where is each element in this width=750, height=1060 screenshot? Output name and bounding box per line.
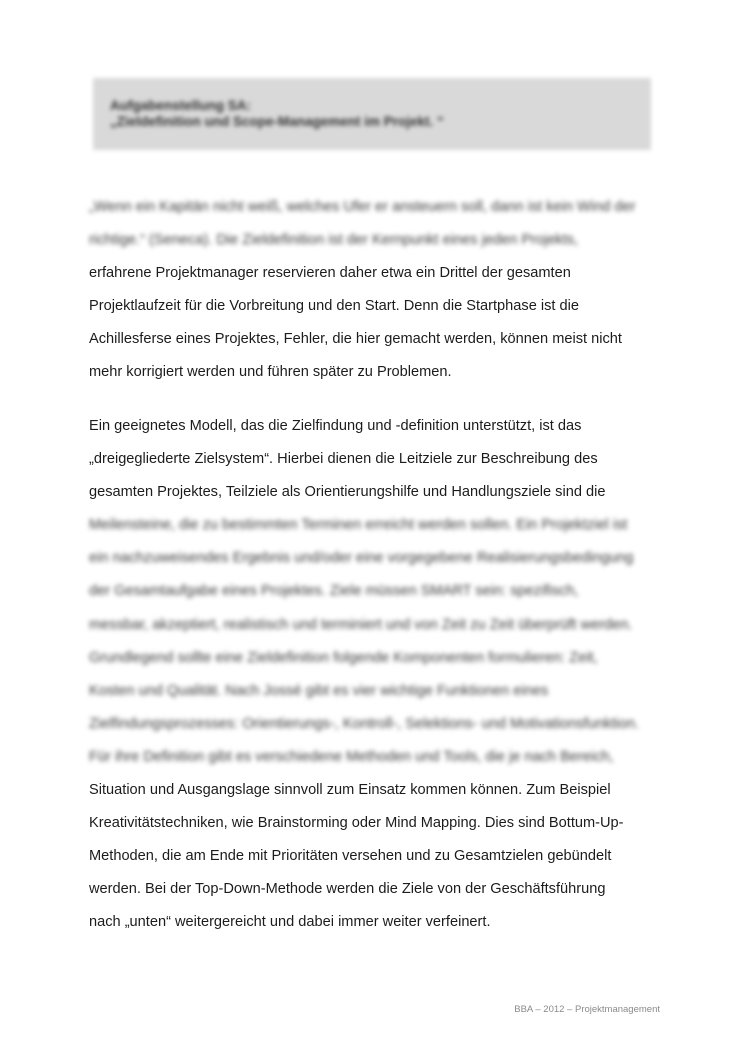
page-footer: BBA – 2012 – Projektmanagement [514, 1004, 660, 1015]
text-line: erfahrene Projektmanager reservieren daher etwa ein Drittel der gesamten [89, 265, 571, 282]
paragraph-intro [89, 191, 669, 390]
text-line: nach „unten“ weitergereicht und dabei immer weiter verfeinert. [89, 914, 491, 931]
text-line: ein nachzuweisendes Ergebnis und/oder eine vorgegebene Realisierungsbedingung [89, 550, 634, 567]
text-line: „dreigegliederte Zielsystem“. Hierbei dienen die Leitziele zur Beschreibung des [89, 451, 598, 468]
text-line: gesamten Projektes, Teilziele als Orientierungshilfe und Handlungsziele sind die [89, 484, 606, 501]
text-line: mehr korrigiert werden und führen später zu Problemen. [89, 364, 452, 381]
text-line: Projektlaufzeit für die Vorbreitung und den Start. Denn die Startphase ist die [89, 298, 579, 315]
text-line: „Wenn ein Kapitän nicht weiß, welches Ufer er ansteuern soll, dann ist kein Wind der [89, 199, 636, 215]
text-line: Meilensteine, die zu bestimmten Terminen erreicht werden sollen. Ein Projektziel ist [89, 517, 628, 534]
text-line: werden. Bei der Top-Down-Methode werden die Ziele von der Geschäftsführung [89, 881, 606, 898]
text-line: Ein geeignetes Modell, das die Zielfindung und -definition unterstützt, ist das [89, 418, 582, 434]
text-line: Grundlegend sollte eine Zieldefinition folgende Komponenten formulieren: Zeit, [89, 649, 598, 666]
task-heading-box [93, 78, 651, 150]
text-line: Kreativitätstechniken, wie Brainstorming oder Mind Mapping. Dies sind Bottum-Up- [89, 815, 624, 832]
task-heading-title: „Zieldefinition und Scope-Management im Projekt. “ [110, 114, 444, 129]
text-line: der Gesamtaufgabe eines Projektes. Ziele müssen SMART sein: spezifisch, [89, 583, 579, 600]
text-line: Methoden, die am Ende mit Prioritäten versehen und zu Gesamtzielen gebündelt [89, 848, 612, 865]
text-line: richtige.“ (Seneca). Die Zieldefinition ist der Kernpunkt eines jeden Projekts, [89, 232, 579, 249]
text-line: Zielfindungsprozesses: Orientierungs-, Kontroll-, Selektions- und Motivationsfunktion. [89, 715, 639, 732]
text-line: Situation und Ausgangslage sinnvoll zum Einsatz kommen können. Zum Beispiel [89, 782, 611, 799]
text-line: Achillesferse eines Projektes, Fehler, die hier gemacht werden, können meist nicht [89, 331, 622, 348]
task-heading-label: Aufgabenstellung SA: [110, 98, 251, 113]
text-line: messbar, akzeptiert, realistisch und terminiert und von Zeit zu Zeit überprüft werden. [89, 616, 633, 633]
text-line: Kosten und Qualität. Nach Jossé gibt es vier wichtige Funktionen eines [89, 682, 549, 699]
paragraph-zielsystem [89, 410, 669, 940]
text-line: Für ihre Definition gibt es verschiedene Methoden und Tools, die je nach Bereich, [89, 748, 614, 765]
